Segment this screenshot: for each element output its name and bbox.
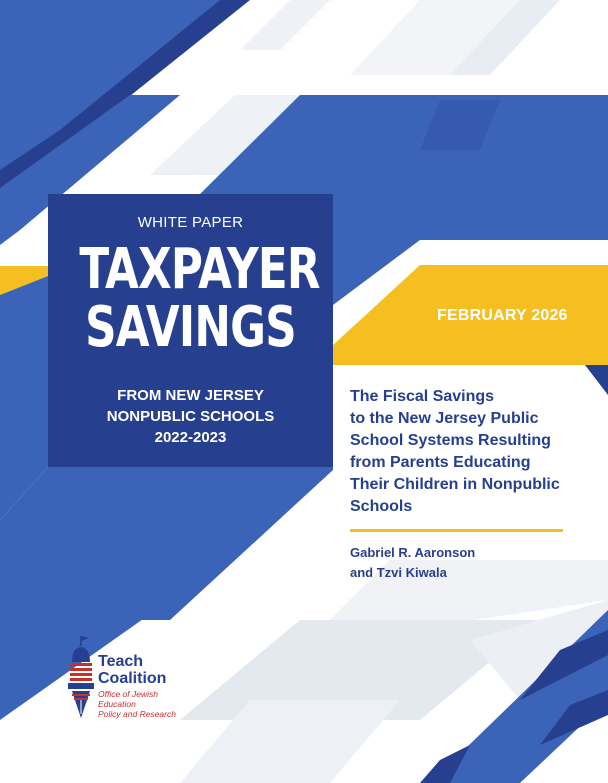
publication-date: FEBRUARY 2026 [437,307,568,324]
description-line: Their Children in Nonpublic [350,476,560,493]
description [350,386,585,518]
description-line: Schools [350,498,413,515]
divider-rule [350,529,563,532]
logo-office-line-1: Office of Jewish Education [98,689,158,709]
teach-coalition-logo [66,634,196,724]
authors [350,543,475,583]
capitol-dome-icon [66,634,96,724]
author-line-1: Gabriel R. Aaronson [350,545,476,560]
subtitle-line-2: NONPUBLIC SCHOOLS [106,408,275,425]
logo-office-line-2: Policy and Research [98,709,176,719]
title-line-1: TAXPAYER [79,237,320,302]
description-line: School Systems Resulting [350,432,551,449]
bg-triangle-navy [585,365,608,395]
description-line: to the New Jersey Public [350,410,539,427]
title-box [48,194,333,467]
title-line-2: SAVINGS [85,295,296,360]
logo-office [98,689,196,719]
subtitle-line-1: FROM NEW JERSEY [117,387,264,404]
logo-title-line-2: Coalition [98,670,167,687]
description-line: The Fiscal Savings [350,388,495,405]
subtitle-line-3: 2022-2023 [154,429,227,446]
logo-title-line-1: Teach [98,653,144,670]
white-paper-label: WHITE PAPER [137,214,244,231]
author-line-2: and Tzvi Kiwala [350,565,447,580]
description-line: from Parents Educating [350,454,531,471]
bg-stripe-gray [240,0,330,50]
logo-title [98,653,166,687]
